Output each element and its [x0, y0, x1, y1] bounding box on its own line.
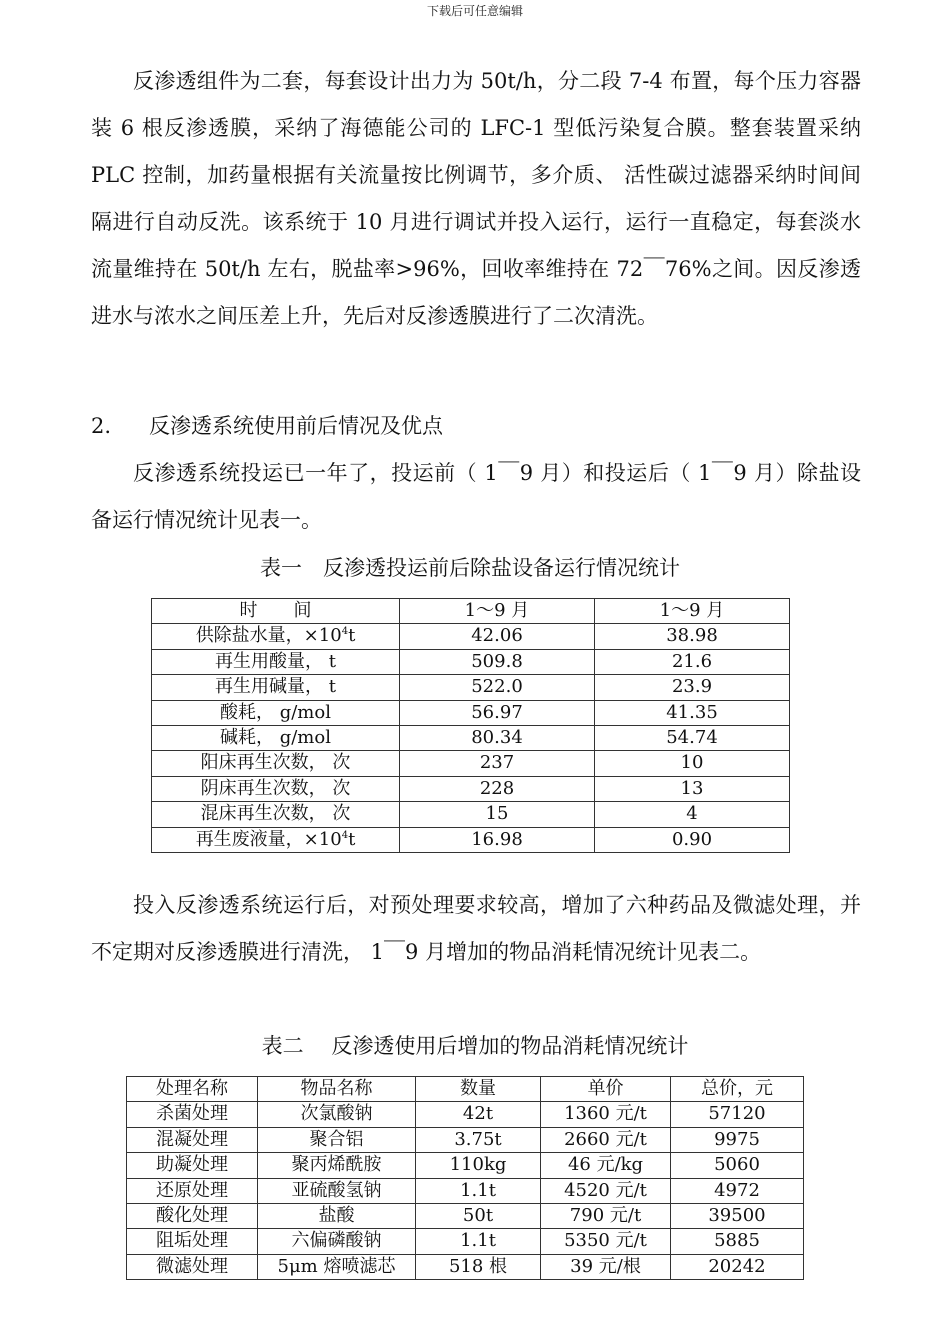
table-row	[127, 1102, 804, 1127]
table1-caption: 表一 反渗透投运前后除盐设备运行情况统计	[260, 556, 680, 580]
table-cell: 50t	[416, 1204, 541, 1229]
table-cell: 1.1t	[416, 1229, 541, 1254]
table-cell: 杀菌处理	[127, 1102, 258, 1127]
table-cell: 110kg	[416, 1153, 541, 1178]
table-cell: 4972	[671, 1178, 804, 1203]
value-before: 228	[400, 776, 595, 801]
table-row	[152, 751, 790, 776]
table-header-cell: 1～9 月	[400, 599, 595, 624]
table-row	[127, 1153, 804, 1178]
table-cell: 5060	[671, 1153, 804, 1178]
value-after: 21.6	[595, 649, 790, 674]
value-after: 54.74	[595, 726, 790, 751]
table-row	[127, 1127, 804, 1152]
value-before: 56.97	[400, 700, 595, 725]
table-row	[152, 675, 790, 700]
table-consumables	[126, 1076, 804, 1280]
table-header-cell: 1～9 月	[595, 599, 790, 624]
table-cell: 46 元/kg	[541, 1153, 671, 1178]
row-label: 再生废液量，$\times 10^4t$	[152, 827, 400, 852]
row-label: 碱耗， g/mol	[152, 726, 400, 751]
value-before: 237	[400, 751, 595, 776]
value-after: 13	[595, 776, 790, 801]
section-number: 2.	[91, 414, 112, 438]
table-cell: 57120	[671, 1102, 804, 1127]
table-cell: 790 元/t	[541, 1204, 671, 1229]
section-heading	[91, 403, 443, 450]
paragraph-ro-components: 反渗透组件为二套，每套设计出力为 50t/h，分二段 7-4 布置，每个压力容器装 6 根反渗透膜，采纳了海德能公司的 LFC-1 型低污染复合膜。整套装置采纳 PLC 控制，加药量根据有关流量按比例调节，多介质、 活性碳过滤器采纳时间间隔进行自动反洗。该系统于 10 月进行调试并投入运行，运行一直稳定，每套淡水流量维持在 50t/h 左右，脱盐率>96%，回收率维持在 72￣76%之间。因反渗透进水与浓水之间压差上升，先后对反渗透膜进行了二次清洗。	[91, 69, 861, 328]
table-cell: 1.1t	[416, 1178, 541, 1203]
table-header-cell: 总价，元	[671, 1077, 804, 1102]
table-cell: 5350 元/t	[541, 1229, 671, 1254]
table-row	[127, 1254, 804, 1279]
table-row	[152, 700, 790, 725]
table-desalination-stats	[151, 598, 790, 853]
page-header: 下载后可任意编辑	[426, 4, 523, 18]
table-cell: 亚硫酸氢钠	[258, 1178, 416, 1203]
table-header-cell: 单价	[541, 1077, 671, 1102]
paragraph-consumption-intro: 投入反渗透系统运行后，对预处理要求较高，增加了六种药品及微滤处理，并不定期对反渗透膜进行清洗， 1￣9 月增加的物品消耗情况统计见表二。	[91, 893, 861, 964]
value-after: 41.35	[595, 700, 790, 725]
table-cell: 还原处理	[127, 1178, 258, 1203]
table-header-cell: 数量	[416, 1077, 541, 1102]
table-cell: 次氯酸钠	[258, 1102, 416, 1127]
row-label: 酸耗， g/mol	[152, 700, 400, 725]
value-before: 16.98	[400, 827, 595, 852]
table-cell: 3.75t	[416, 1127, 541, 1152]
section-title: 反渗透系统使用前后情况及优点	[149, 414, 443, 438]
table-cell: 1360 元/t	[541, 1102, 671, 1127]
table-header-cell: 时 间	[152, 599, 400, 624]
table-cell: 5μm 熔喷滤芯	[258, 1254, 416, 1279]
table-cell: 混凝处理	[127, 1127, 258, 1152]
value-before: 42.06	[400, 624, 595, 649]
value-after: 10	[595, 751, 790, 776]
table-cell: 42t	[416, 1102, 541, 1127]
table-cell: 微滤处理	[127, 1254, 258, 1279]
table-cell: 阻垢处理	[127, 1229, 258, 1254]
table-cell: 盐酸	[258, 1204, 416, 1229]
table-row	[152, 827, 790, 852]
row-label: 阳床再生次数， 次	[152, 751, 400, 776]
table-row	[127, 1204, 804, 1229]
value-after: 23.9	[595, 675, 790, 700]
row-label: 阴床再生次数， 次	[152, 776, 400, 801]
value-after: 0.90	[595, 827, 790, 852]
paragraph-operation-intro: 反渗透系统投运已一年了，投运前（ 1￣9 月）和投运后（ 1￣9 月）除盐设备运行情况统计见表一。	[91, 461, 861, 532]
value-before: 509.8	[400, 649, 595, 674]
table-row	[152, 726, 790, 751]
row-label: 再生用酸量， t	[152, 649, 400, 674]
table-row	[152, 802, 790, 827]
table-header-row	[152, 599, 790, 624]
table-cell: 六偏磷酸钠	[258, 1229, 416, 1254]
row-label: 供除盐水量，$\times 10^4t$	[152, 624, 400, 649]
table-row	[152, 776, 790, 801]
value-after: 4	[595, 802, 790, 827]
table-cell: 聚丙烯酰胺	[258, 1153, 416, 1178]
table2-caption: 表二 反渗透使用后增加的物品消耗情况统计	[261, 1034, 689, 1058]
table-cell: 39500	[671, 1204, 804, 1229]
table-header-cell: 处理名称	[127, 1077, 258, 1102]
table-cell: 5885	[671, 1229, 804, 1254]
table-cell: 助凝处理	[127, 1153, 258, 1178]
row-label: 混床再生次数， 次	[152, 802, 400, 827]
table-cell: 聚合铝	[258, 1127, 416, 1152]
table-cell: 20242	[671, 1254, 804, 1279]
table-header-row	[127, 1077, 804, 1102]
table-header-cell: 物品名称	[258, 1077, 416, 1102]
table-cell: 518 根	[416, 1254, 541, 1279]
value-after: 38.98	[595, 624, 790, 649]
value-before: 80.34	[400, 726, 595, 751]
table-cell: 2660 元/t	[541, 1127, 671, 1152]
table-cell: 39 元/根	[541, 1254, 671, 1279]
table-row	[152, 649, 790, 674]
value-before: 522.0	[400, 675, 595, 700]
value-before: 15	[400, 802, 595, 827]
table-cell: 9975	[671, 1127, 804, 1152]
table-cell: 4520 元/t	[541, 1178, 671, 1203]
table-row	[127, 1178, 804, 1203]
row-label: 再生用碱量， t	[152, 675, 400, 700]
table-row	[127, 1229, 804, 1254]
table-cell: 酸化处理	[127, 1204, 258, 1229]
table-row	[152, 624, 790, 649]
